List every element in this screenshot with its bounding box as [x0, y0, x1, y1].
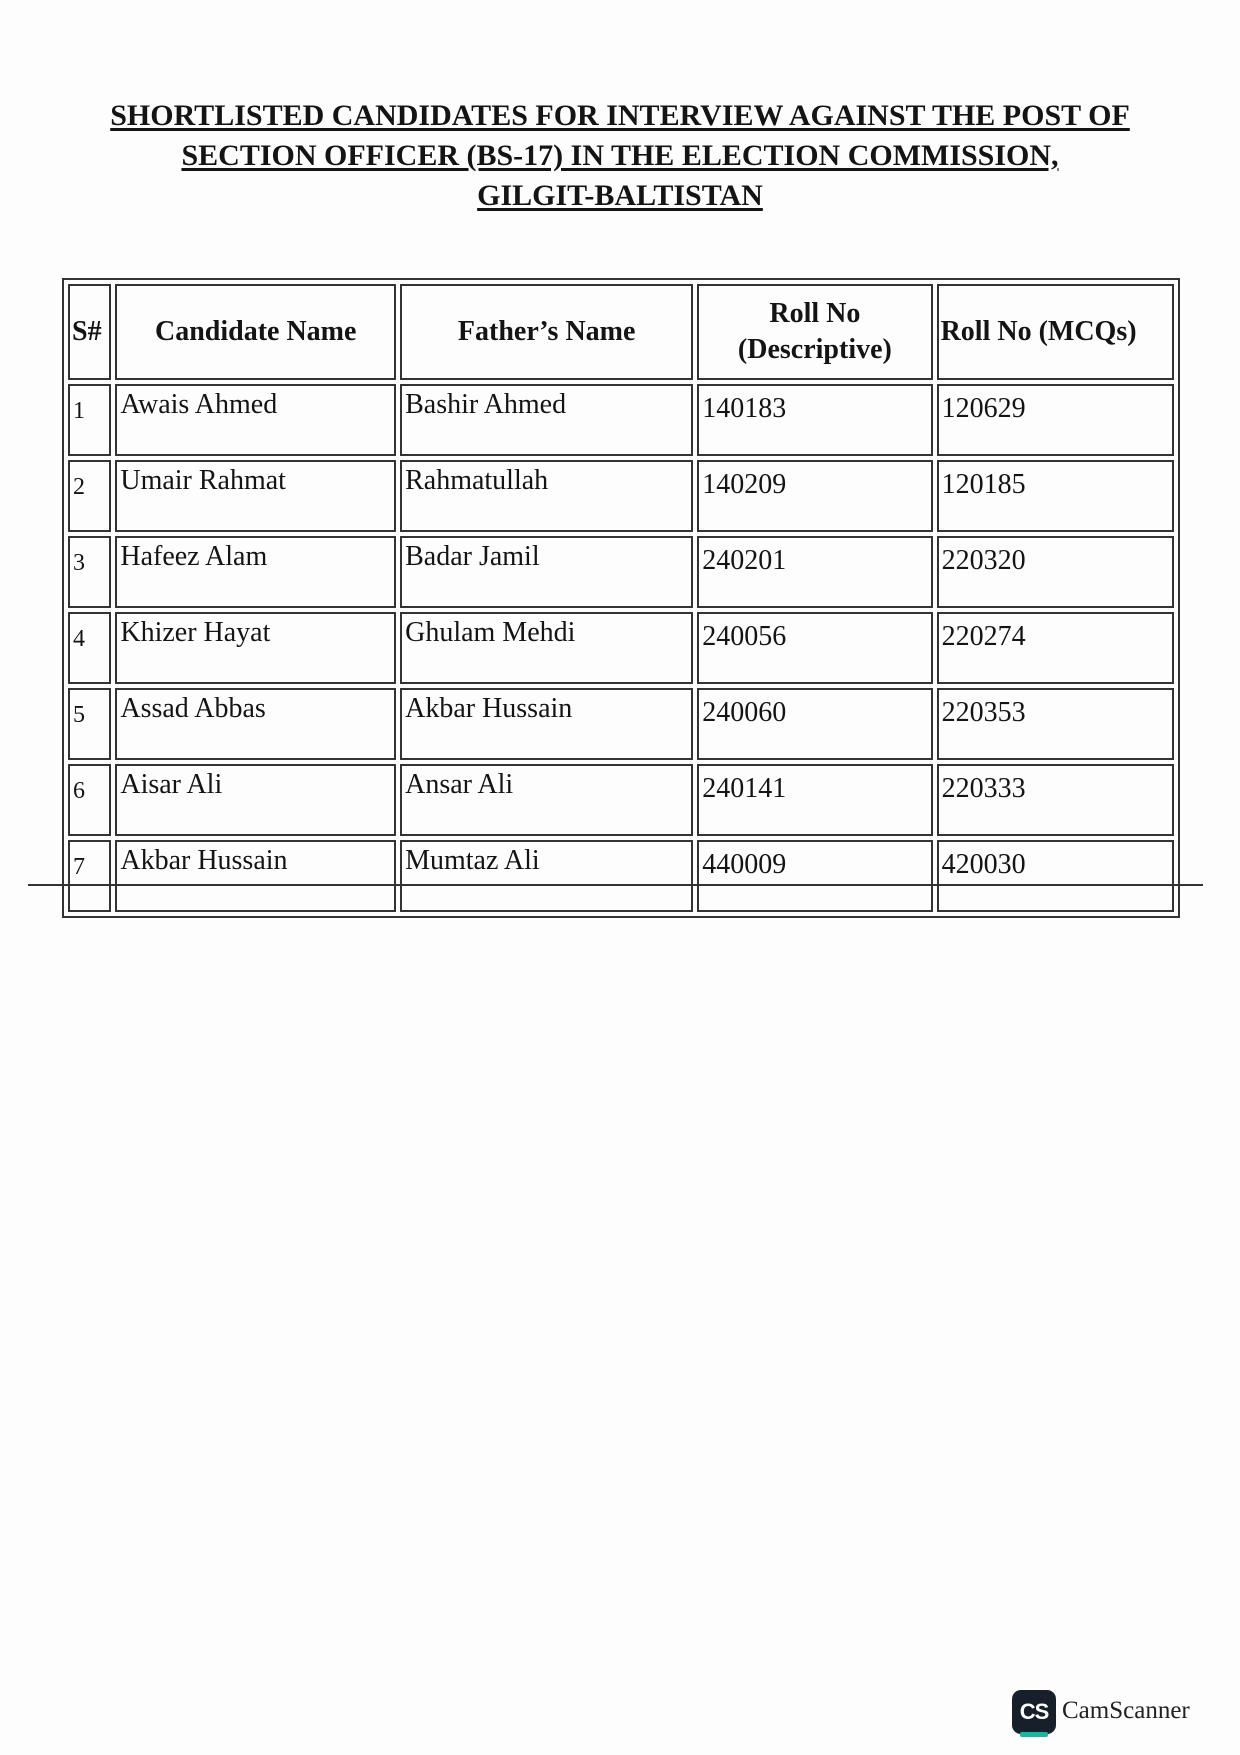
header-roll-desc-line-2: (Descriptive) [737, 334, 892, 365]
cell-fathers-name: Badar Jamil [400, 536, 693, 608]
header-candidate-name: Candidate Name [115, 284, 396, 380]
cell-fathers-name: Akbar Hussain [400, 688, 693, 760]
camscanner-logo-text: CS [1019, 1699, 1049, 1724]
header-roll-no-descriptive [697, 284, 932, 380]
cell-roll-descriptive: 240056 [697, 612, 932, 684]
cell-roll-mcqs: 120629 [937, 384, 1174, 456]
cell-roll-mcqs: 220333 [937, 764, 1174, 836]
table-row [68, 840, 1174, 912]
table-row [68, 764, 1174, 836]
horizontal-divider [28, 884, 1203, 886]
camscanner-logo-icon [1012, 1690, 1056, 1734]
candidates-table-wrapper [62, 278, 1180, 918]
cell-roll-descriptive: 440009 [697, 840, 932, 912]
table-row [68, 460, 1174, 532]
table-row [68, 536, 1174, 608]
table-header-row [68, 284, 1174, 380]
cell-roll-mcqs: 220320 [937, 536, 1174, 608]
cell-roll-descriptive: 240141 [697, 764, 932, 836]
header-roll-no-mcqs: Roll No (MCQs) [937, 284, 1174, 380]
document-title [40, 96, 1200, 216]
cell-roll-descriptive: 240060 [697, 688, 932, 760]
cell-sn: 5 [68, 688, 111, 760]
cell-fathers-name: Rahmatullah [400, 460, 693, 532]
cell-fathers-name: Ansar Ali [400, 764, 693, 836]
cell-sn: 6 [68, 764, 111, 836]
cell-candidate-name: Hafeez Alam [115, 536, 396, 608]
table-body [68, 384, 1174, 912]
camscanner-label: CamScanner [1062, 1697, 1190, 1724]
header-roll-desc-line-1: Roll No [769, 298, 861, 329]
camscanner-logo-accent [1020, 1732, 1048, 1737]
cell-roll-descriptive: 140183 [697, 384, 932, 456]
cell-candidate-name: Khizer Hayat [115, 612, 396, 684]
cell-candidate-name: Assad Abbas [115, 688, 396, 760]
cell-roll-mcqs: 220274 [937, 612, 1174, 684]
cell-fathers-name: Bashir Ahmed [400, 384, 693, 456]
cell-sn: 4 [68, 612, 111, 684]
cell-fathers-name: Mumtaz Ali [400, 840, 693, 912]
cell-candidate-name: Umair Rahmat [115, 460, 396, 532]
cell-sn: 7 [68, 840, 111, 912]
cell-roll-mcqs: 420030 [937, 840, 1174, 912]
header-fathers-name: Father’s Name [400, 284, 693, 380]
cell-roll-mcqs: 120185 [937, 460, 1174, 532]
cell-sn: 3 [68, 536, 111, 608]
candidates-table [62, 278, 1180, 918]
cell-roll-descriptive: 240201 [697, 536, 932, 608]
cell-roll-mcqs: 220353 [937, 688, 1174, 760]
cell-sn: 1 [68, 384, 111, 456]
cell-candidate-name: Akbar Hussain [115, 840, 396, 912]
cell-candidate-name: Awais Ahmed [115, 384, 396, 456]
title-line-1: SHORTLISTED CANDIDATES FOR INTERVIEW AGAINST THE POST OF [110, 99, 1130, 132]
table-row [68, 384, 1174, 456]
title-line-3: GILGIT-BALTISTAN [477, 179, 763, 212]
cell-fathers-name: Ghulam Mehdi [400, 612, 693, 684]
table-row [68, 688, 1174, 760]
title-line-2: SECTION OFFICER (BS-17) IN THE ELECTION COMMISSION, [181, 139, 1059, 172]
table-row [68, 612, 1174, 684]
cell-candidate-name: Aisar Ali [115, 764, 396, 836]
cell-sn: 2 [68, 460, 111, 532]
cell-roll-descriptive: 140209 [697, 460, 932, 532]
header-sn: S# [68, 284, 111, 380]
